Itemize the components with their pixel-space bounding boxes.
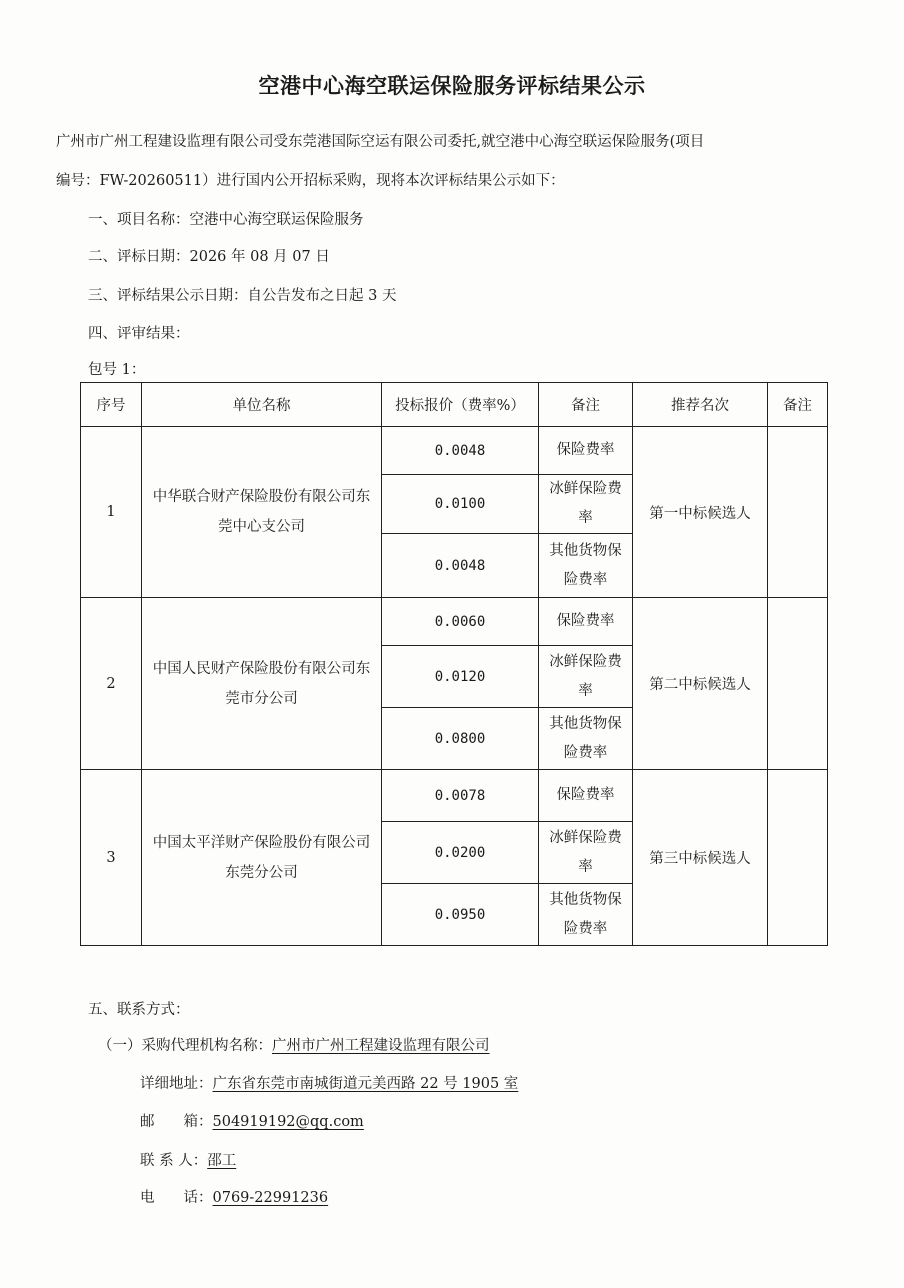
recommended-rank: 第一中标候选人: [633, 427, 768, 598]
table-row: [81, 770, 828, 822]
agency-name: 广州市广州工程建设监理有限公司: [272, 1038, 490, 1054]
header-note: 备注: [539, 383, 633, 427]
package-number: 包号 1：: [88, 362, 146, 378]
header-bid-rate: 投标报价（费率%）: [382, 383, 539, 427]
contact-heading: 五、联系方式：: [88, 1002, 190, 1018]
row-number: 3: [81, 770, 142, 946]
header-remark: 备注: [768, 383, 828, 427]
phone-value: 0769-22991236: [212, 1190, 329, 1206]
rate-note: 冰鲜保险费率: [539, 475, 633, 534]
recommended-rank: 第三中标候选人: [633, 770, 768, 946]
row-number: 1: [81, 427, 142, 598]
recommended-rank: 第二中标候选人: [633, 598, 768, 770]
remark: [768, 598, 828, 770]
rate-note: 保险费率: [539, 427, 633, 475]
contact-person-line: [140, 1149, 236, 1170]
bid-rate: 0.0200: [382, 822, 539, 884]
company-name: 中国人民财产保险股份有限公司东莞市分公司: [142, 598, 382, 770]
header-no: 序号: [81, 383, 142, 427]
intro-line-2: 编号：FW-20260511）进行国内公开招标采购，现将本次评标结果公示如下：: [56, 173, 565, 189]
contact-person-value: 邵工: [207, 1153, 237, 1169]
phone-label: 电 话：: [140, 1190, 213, 1206]
company-name: 中华联合财产保险股份有限公司东莞中心支公司: [142, 427, 382, 598]
rate-note: 保险费率: [539, 770, 633, 822]
email-line: [140, 1110, 364, 1131]
remark: [768, 427, 828, 598]
agency-line: [98, 1034, 490, 1055]
phone-line: [140, 1186, 328, 1207]
header-rank: 推荐名次: [633, 383, 768, 427]
header-company: 单位名称: [142, 383, 382, 427]
document-title: 空港中心海空联运保险服务评标结果公示: [258, 74, 646, 98]
remark: [768, 770, 828, 946]
bid-rate: 0.0078: [382, 770, 539, 822]
bid-rate: 0.0060: [382, 598, 539, 646]
address-label: 详细地址：: [140, 1076, 213, 1092]
bid-rate: 0.0120: [382, 646, 539, 708]
email-label: 邮 箱：: [140, 1114, 213, 1130]
address-value: 广东省东莞市南城街道元美西路 22 号 1905 室: [212, 1076, 519, 1092]
address-line: [140, 1072, 518, 1093]
table-header-row: [81, 383, 828, 427]
bid-rate: 0.0048: [382, 534, 539, 598]
rate-note: 冰鲜保险费率: [539, 822, 633, 884]
bid-rate: 0.0950: [382, 884, 539, 946]
rate-note: 保险费率: [539, 598, 633, 646]
review-result-heading: 四、评审结果：: [88, 326, 190, 342]
bid-rate: 0.0800: [382, 708, 539, 770]
publicity-period: 三、评标结果公示日期：自公告发布之日起 3 天: [88, 288, 397, 304]
table-row: [81, 427, 828, 475]
bid-rate: 0.0100: [382, 475, 539, 534]
agency-label: （一）采购代理机构名称：: [98, 1038, 272, 1054]
company-name: 中国太平洋财产保险股份有限公司东莞分公司: [142, 770, 382, 946]
bid-rate: 0.0048: [382, 427, 539, 475]
evaluation-date: 二、评标日期：2026 年 08 月 07 日: [88, 249, 330, 265]
contact-person-label: 联 系 人：: [140, 1153, 208, 1169]
row-number: 2: [81, 598, 142, 770]
evaluation-result-table: [80, 382, 828, 946]
rate-note: 其他货物保险费率: [539, 884, 633, 946]
table-row: [81, 598, 828, 646]
rate-note: 其他货物保险费率: [539, 708, 633, 770]
email-value: 504919192@qq.com: [212, 1114, 364, 1130]
rate-note: 冰鲜保险费率: [539, 646, 633, 708]
project-name: 一、项目名称：空港中心海空联运保险服务: [88, 212, 364, 228]
rate-note: 其他货物保险费率: [539, 534, 633, 598]
intro-line-1: 广州市广州工程建设监理有限公司受东莞港国际空运有限公司委托,就空港中心海空联运保险服务(项目: [56, 134, 705, 150]
